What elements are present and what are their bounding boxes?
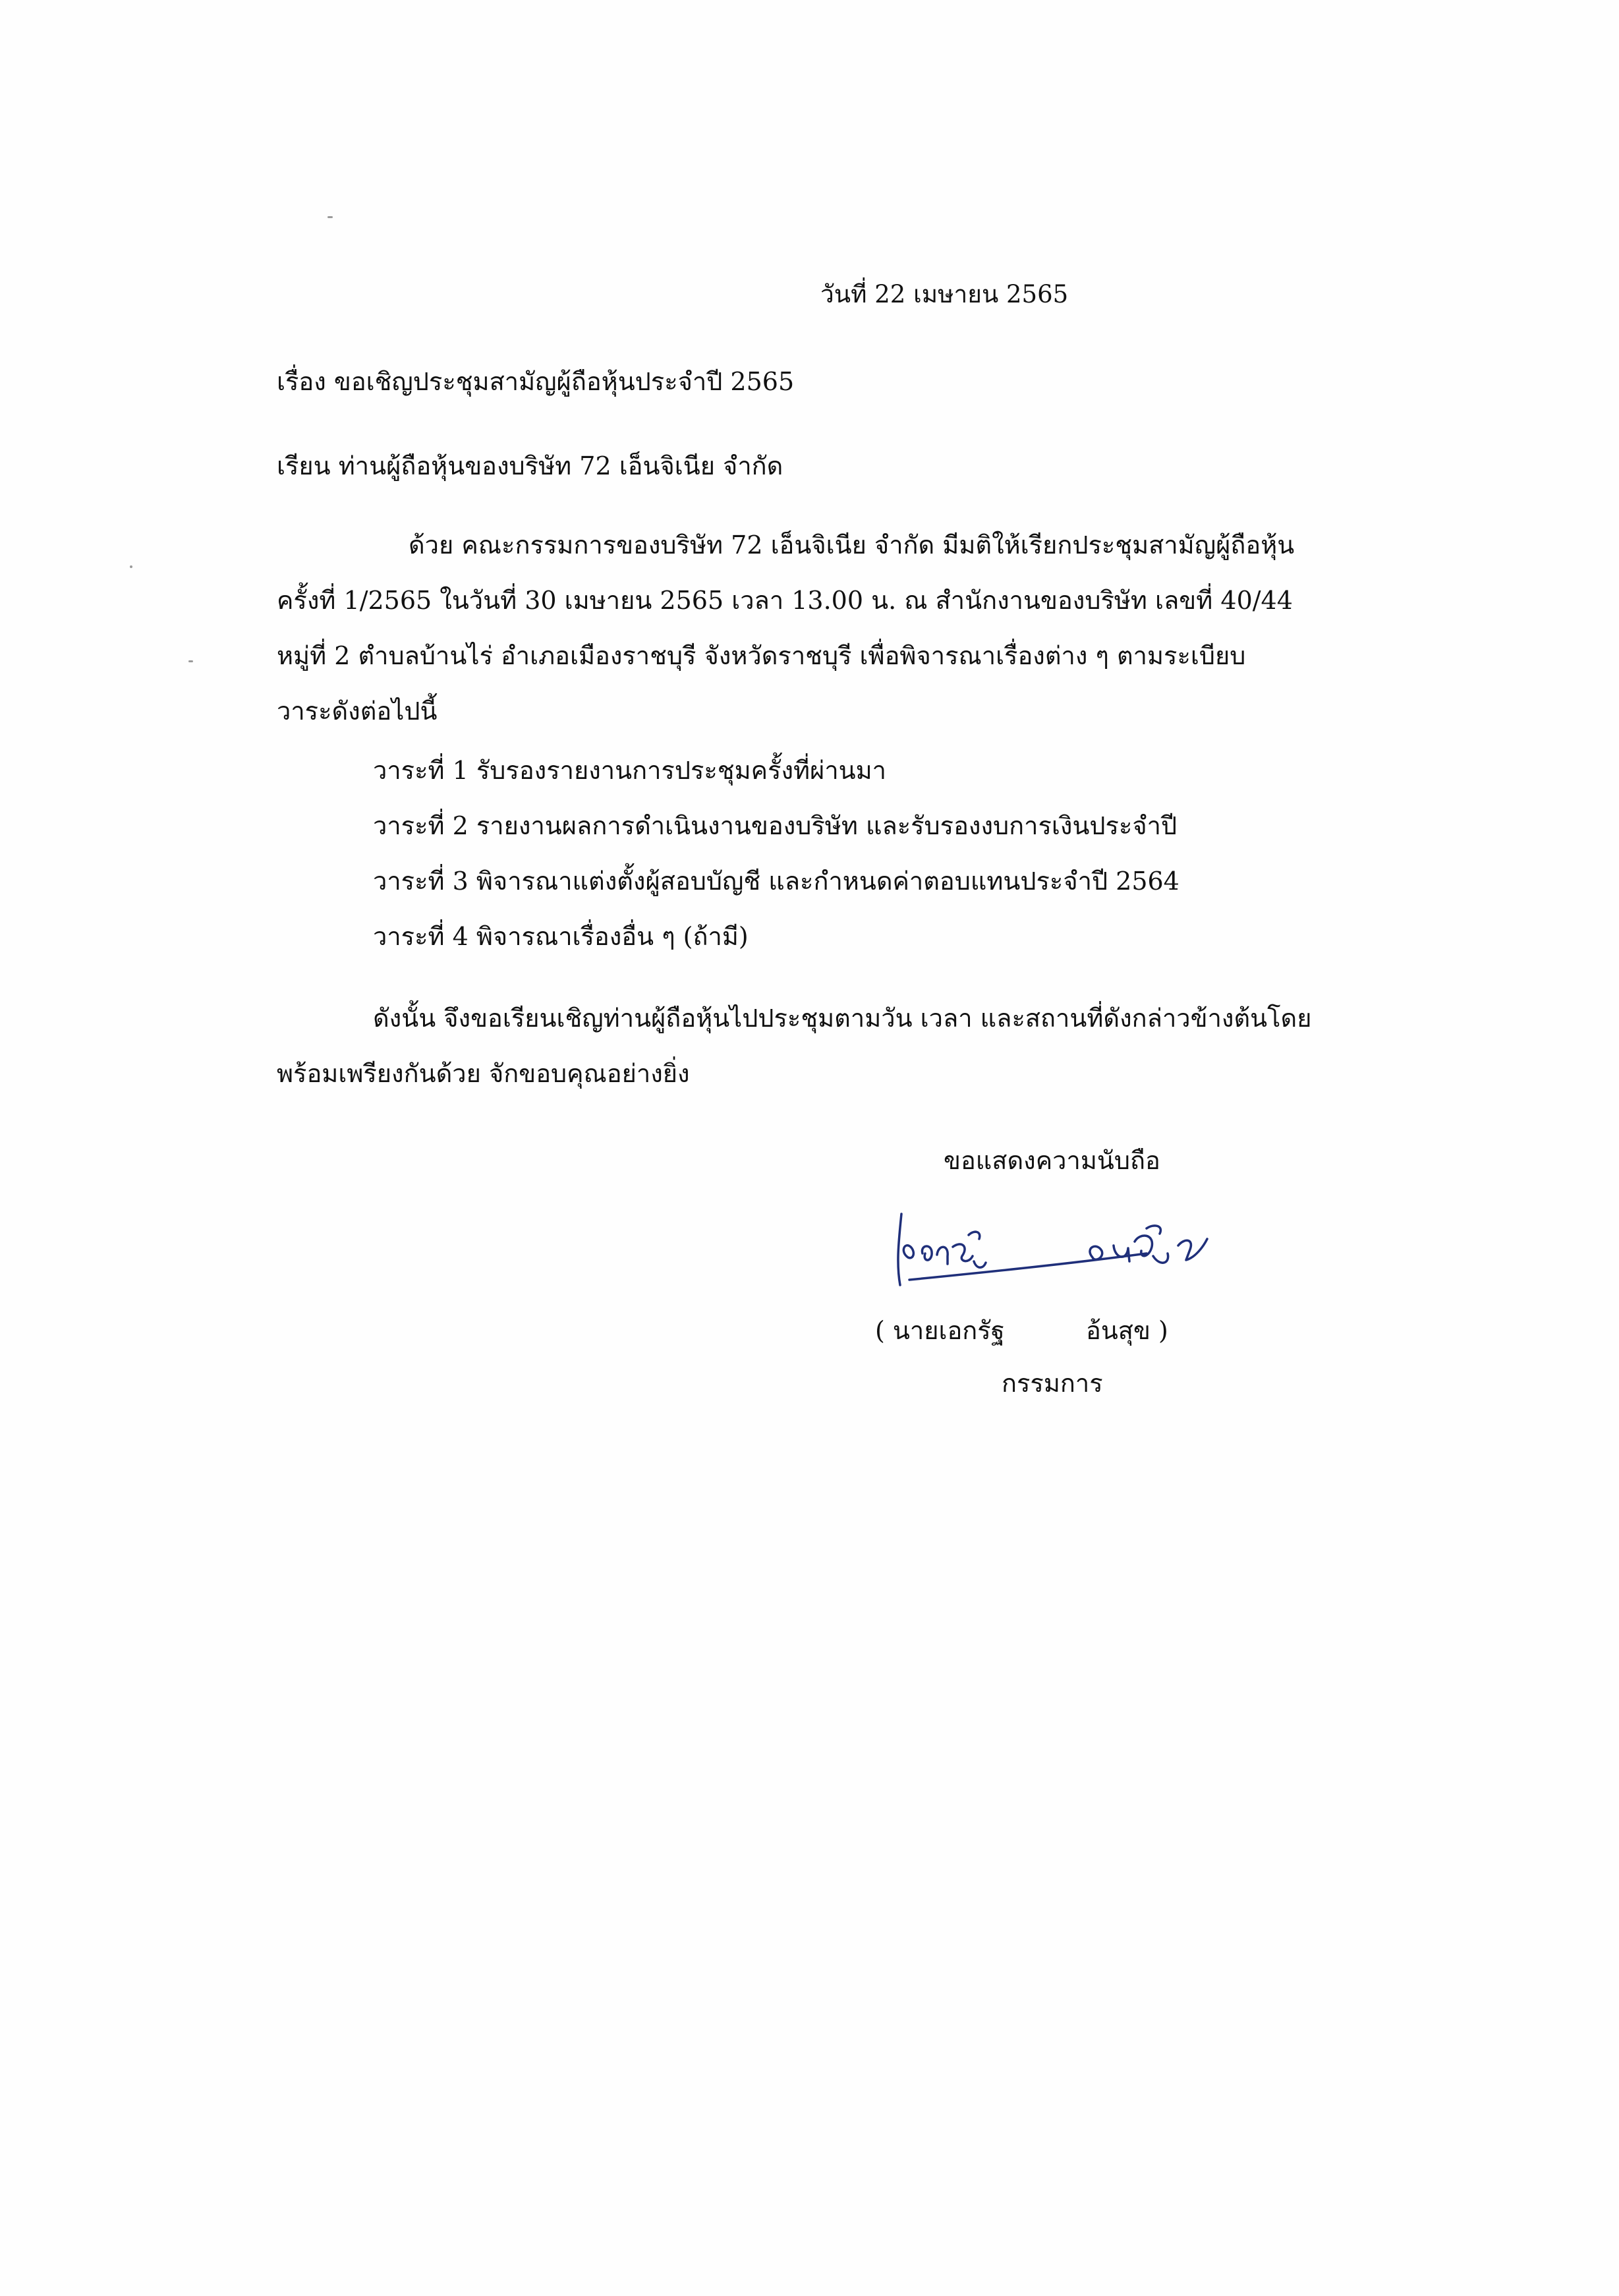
- signer-last-name: อ้นสุข ): [1086, 1316, 1168, 1345]
- handwritten-signature: [870, 1201, 1239, 1300]
- invitation-line: พร้อมเพรียงกันด้วย จักขอบคุณอย่างยิ่ง: [277, 1059, 690, 1088]
- paragraph-line: หมู่ที่ 2 ตำบลบ้านไร่ อำเภอเมืองราชบุรี จังหวัดราชบุรี เพื่อพิจารณาเรื่องต่าง ๆ ตามระเบียบ: [277, 641, 1246, 670]
- signer-title: กรรมการ: [1002, 1369, 1103, 1398]
- paragraph-line: ครั้งที่ 1/2565 ในวันที่ 30 เมษายน 2565 เวลา 13.00 น. ณ สำนักงานของบริษัท เลขที่ 40/44: [277, 586, 1293, 615]
- agenda-item: วาระที่ 3 พิจารณาแต่งตั้งผู้สอบบัญชี และกำหนดค่าตอบแทนประจำปี 2564: [373, 867, 1179, 896]
- invitation-line: ดังนั้น จึงขอเรียนเชิญท่านผู้ถือหุ้นไปประชุมตามวัน เวลา และสถานที่ดังกล่าวข้างต้นโดย: [373, 1004, 1312, 1033]
- closing-phrase: ขอแสดงความนับถือ: [944, 1146, 1160, 1175]
- letter-date: วันที่ 22 เมษายน 2565: [820, 280, 1069, 308]
- signer-first-name: ( นายเอกรัฐ: [875, 1316, 1005, 1345]
- scan-speck: [188, 660, 193, 662]
- scan-speck: [130, 565, 132, 568]
- paragraph-line: ด้วย คณะกรรมการของบริษัท 72 เอ็นจิเนีย จำกัด มีมติให้เรียกประชุมสามัญผู้ถือหุ้น: [409, 531, 1295, 560]
- agenda-item: วาระที่ 1 รับรองรายงานการประชุมครั้งที่ผ่านมา: [373, 756, 887, 785]
- paragraph-line: วาระดังต่อไปนี้: [277, 697, 438, 726]
- scan-speck: [327, 216, 333, 218]
- agenda-item: วาระที่ 4 พิจารณาเรื่องอื่น ๆ (ถ้ามี): [373, 922, 749, 951]
- agenda-item: วาระที่ 2 รายงานผลการดำเนินงานของบริษัท และรับรองงบการเงินประจำปี: [373, 811, 1178, 840]
- letter-subject: เรื่อง ขอเชิญประชุมสามัญผู้ถือหุ้นประจำปี 2565: [277, 367, 795, 396]
- letter-recipient: เรียน ท่านผู้ถือหุ้นของบริษัท 72 เอ็นจิเนีย จำกัด: [277, 451, 783, 480]
